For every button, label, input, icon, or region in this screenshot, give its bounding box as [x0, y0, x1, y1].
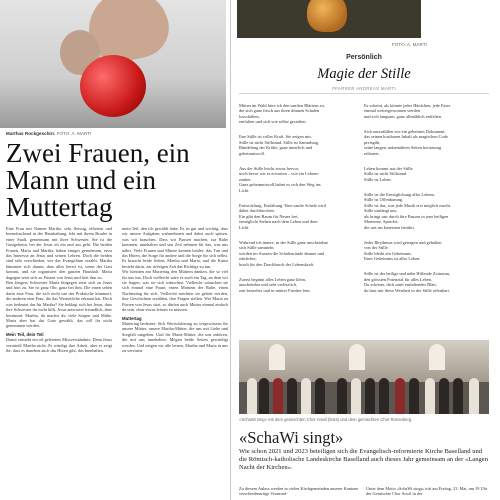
article-headline: Zwei Frauen, ein Mann und ein Muttertag — [6, 138, 190, 222]
photo-left-caption: Marthas Rockgeschirr. FOTO: A. MARTI — [6, 131, 92, 136]
column-divider — [230, 0, 231, 500]
meditation-byline: PFARRER ANDREAS MARTI — [331, 86, 397, 91]
choir-photo-caption: «SchaWi sing» mit dem gemischten Chor Arwiil (links) und dem gemischten Chor Rünenberg. — [239, 417, 413, 422]
poem-stanza: Mitten im Wald höre ich den sanften Blättern zu, die sich ganz frisch aus ihren dünnen Schalen losschälten, entfalten und sich wie selbst gestalten. — [239, 102, 325, 124]
article-paragraph: Eine Frau mit Namen Martha, sehr fleissig, effizient und beeindruckend in der Haushaltung, lebt mit ihrem Bruder in einer Stadt, gemeinsam mit ihrer Schwester. Sie ist die Gastgeberin, bei der Jesus oft ein und aus geht. Die beiden Frauen, Maria und Martha, haben einiges gemeinsam, etwa das Interesse an Jesus und seinen Lehren. Doch die beiden sind sehr verschieden, wie das Evangelium erzählt. Martha kümmert sich darum, dass alles bereit ist, wenn der Gast kommt, und sie organisiert den ganzen Haushalt. Maria dagegen setzt sich zu Füssen von Jesus und hört ihm zu. — [6, 226, 112, 280]
poem-stanza: Sich auszufüllen wie ein geheimes Dokument, das seinen kostbaren Inhalt als magischen Code preisgibt, seine langen, unbemühten Seiten breitarmig erläutert. — [364, 128, 448, 156]
article-paragraph: Damit entsteht ein oft gelesenes Missverständnis: Denn Jesus verurteilt Martha nicht. Er würdigt ihre Arbeit, aber er zeigt ihr, dass es daneben auch das Hören gibt, das Innehalten. — [6, 337, 112, 353]
meditation-column-1 — [239, 97, 361, 337]
article-column-1 — [6, 226, 112, 500]
article-paragraph: mein Teil, den ich gewählt habe. Es ist gut und wichtig, dass wir unsere Aufgaben wahrnehmen und dabei auch spüren, was wir brauchen. Dass wir Pausen machen, zur Ruhe kommen, innehalten und uns Zeit nehmen für das, was uns nährt. Viele Frauen und Mütter kennen beides: das Tun und das Hören, die Sorge für andere und die Sorge für sich selbst. Es braucht beide Seiten, Martha und Maria, und die Kunst besteht darin, zur richtigen Zeit das Richtige zu tun. — [122, 226, 228, 269]
article-paragraph: Wir könnten am Muttertag den Müttern danken, die so viel für uns tun. Doch vielleicht wäre es auch ein Tag, an dem wir sie fragen, was sie sich wünschen. Vielleicht wünschen sie sich einmal eine Pause, einen Moment der Ruhe, einen Nachmittag für sich. Vielleicht möchten sie gehört werden, ihre Geschichten erzählen, ihre Fragen stellen. Wie Maria zu Füssen von Jesus sitzt, so dürfen auch Mütter einmal einfach da sein, ohne etwas leisten zu müssen. — [122, 269, 228, 313]
photo-apple — [0, 0, 226, 128]
article-paragraph: Ben Jüngers Schwester Maria hingegen setzt sich zu Jesus und hört zu. Sie ist ganz Ohr, ganz bei ihm. Die einen sehen darin eine Frau, die sich nicht um das Praktische kümmert, die anderen eine Frau, die das Wesentliche erkannt hat. Doch was bedeutet das für Martha? Sie beklagt sich bei Jesus, dass ihre Schwester ihr nicht hilft. Jesus antwortet freundlich, aber bestimmt: Martha, du machst dir viele Sorgen und Mühe. Maria aber hat das Gute gewählt, das soll ihr nicht genommen werden. — [6, 280, 112, 329]
article-subheading: Mein Teil, dein Teil — [6, 331, 44, 337]
article-subheading: Muttertag — [122, 315, 142, 321]
choir-column-2: Unter dem Motto «SchaWi singt» tritt am Freitag, 23. Mai, um 19 Uhr der Gemischte Chor Arwil in der — [366, 486, 488, 497]
article-column-2 — [122, 226, 228, 500]
choir-lead: Wie schon 2021 und 2023 beteiligen sich die Evangelisch-reformierte Kirche Baselland und die Römisch-katholische Landeskirche Baselland auch dieses Jahr gemeinsam an der «Langen Nacht der Kirchen». — [239, 448, 489, 472]
rule — [239, 93, 489, 94]
choir-headline: «SchaWi singt» — [239, 428, 344, 447]
poem-stanza: Es scheint, als könnte jedes Häufchen, jede Faser einmal weitergewonnen werden und sich langsam, ganz allmählich entfalten. — [364, 102, 451, 119]
poem-stanza: Jeder Rhythmus wird getragen und gehalten von der Stille. Stille bleibt ein Geheimnis. Ihres Geheimnis ist alles Leben. — [364, 239, 442, 261]
poem-stanza: Stille ist der heilige und nahe Hilfende Zeitraum, den grössten Potenzial für alles Leben. Du schönes, dich sanft entfaltendes Blatt, du hast mir diese Weisheit in der Stille offenbart. — [364, 271, 451, 293]
article-paragraph: Muttertag bedeutet: Sich Wertschätzung zu vergewissern für unsere Mütter, unsere Martha-Mütter, die uns mit Liebe und Sorgfalt umgeben. Und für Maria-Mütter, die uns zuhören, die mit uns innehalten. Mögen beide Seiten gewürdigt werden. Und mögen wir alle lernen, Martha und Maria in uns zu vereinen. — [122, 320, 228, 353]
poem-stanza: Während ich innere, in der Stille ganz unscheinbar sich Stille sammeln, werden im Auszen die Schalenründe dünner und zärtlicher, brach für den Durchbruch der Lebenskraft. — [239, 239, 328, 267]
meditation-column-2 — [364, 97, 490, 337]
poem-stanza: Stille ist die Ermöglichung alles Lebens. Stille ist Offenbarung. Stille ist das, was jede Musik erst möglich macht. Stille umfängt uns, als bringt uns durch ihre Pausen in jene heiligen Momente, Sprüche, die uns ins Innersten berührt. — [364, 191, 452, 230]
photo-right-caption: FOTO: A. MARTI — [392, 42, 427, 47]
photo-leaf — [237, 0, 421, 38]
poem-stanza: Entwicklung, Entfaltung. Eine sanfte Schale wird dabei durchbrochen. Ein gibt den Raum für Neues frei, ermöglicht Stehen nach dem Leben und dem Licht. — [239, 202, 326, 230]
poem-stanza: Ihre Stille ist voller Kraft. Sie zeigen mir, Stille ist nicht Stillstand. Stille ist Sammlung, Bündelung der Kräfte, ganz innerlich und geheimnisvoll. — [239, 134, 320, 156]
poem-stanza: Leben kommt aus der Stille. Stille ist nicht Stillstand. Stille ist Leben. — [364, 165, 414, 182]
poem-stanza: Zuerst beginnt alles Leben ganz klein, unscheinbar und sehr verletzlich, zart beseelter und in mütter Frieden fein. — [239, 276, 311, 293]
poem-stanza: Aus der Stille bricht etwas hervor, noch bevor wir es erwarten – wie ein Lebens- zauber. Ganz geheimnisvoll bahnt es sich den Weg ins Licht. — [239, 165, 321, 193]
section-rubric: Persönlich — [346, 54, 382, 61]
photo-choir — [239, 340, 489, 414]
choir-column-1: Zu diesem Anlass werden in vielen Kirchgemeinden unserer Kantone verschiedenartige Veranstal- — [239, 486, 359, 497]
meditation-title: Magie der Stille — [317, 66, 411, 82]
